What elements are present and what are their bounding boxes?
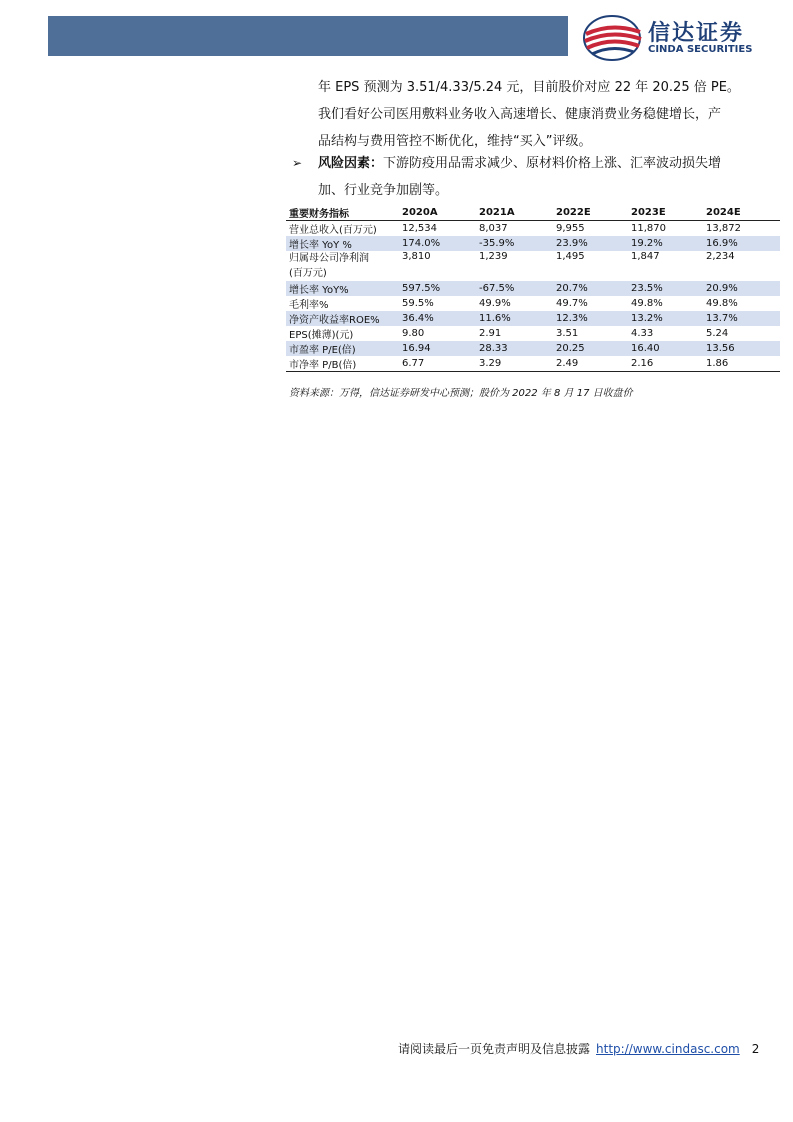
table-cell: 20.25 <box>553 341 628 356</box>
table-cell: 597.5% <box>399 281 476 296</box>
table-cell: 11,870 <box>631 223 666 234</box>
bullet-arrow-icon: ➢ <box>292 156 303 170</box>
table-cell: 2,234 <box>706 251 735 262</box>
table-cell: 13.56 <box>703 341 780 356</box>
row-label <box>286 251 399 281</box>
table-cell: 49.8% <box>706 298 738 309</box>
table-row <box>286 251 780 281</box>
table-row <box>286 341 780 356</box>
table-cell: 23.5% <box>628 281 703 296</box>
row-label <box>286 296 399 311</box>
risk-text-line-1: 下游防疫用品需求减少、原材料价格上涨、汇率波动损失增 <box>383 156 722 171</box>
cinda-logo-icon <box>582 14 644 62</box>
row-label-text: 增长率 YoY % <box>289 240 352 251</box>
footer-disclaimer: 请阅读最后一页免责声明及信息披露 <box>398 1042 591 1056</box>
table-cell: -35.9% <box>476 236 553 251</box>
risk-title: 风险因素： <box>318 156 384 171</box>
table-cell: 1,495 <box>556 251 585 262</box>
header-bar <box>48 16 568 56</box>
column-header: 2021A <box>476 204 553 221</box>
row-label-text: 毛利率% <box>289 300 329 311</box>
table-cell: 49.8% <box>631 298 663 309</box>
table-cell: 19.2% <box>628 236 703 251</box>
table-cell: 3.29 <box>476 356 553 372</box>
table-cell: 2.91 <box>479 328 502 339</box>
table-source-note: 资料来源：万得，信达证券研发中心预测；股价为 2022 年 8 月 17 日收盘价 <box>289 388 633 399</box>
column-header: 重要财务指标 <box>286 204 399 221</box>
table-cell: 16.9% <box>703 236 780 251</box>
table-cell: 59.5% <box>402 298 434 309</box>
cinda-logo <box>582 14 772 62</box>
row-label <box>286 326 399 341</box>
table-cell: 5.24 <box>706 328 729 339</box>
summary-line-1: 年 EPS 预测为 3.51/4.33/5.24 元，目前股价对应 22 年 20.25 倍 PE。 <box>318 80 740 95</box>
logo-english-name: CINDA SECURITIES <box>648 44 753 55</box>
table-cell: 1,847 <box>631 251 660 262</box>
table-cell: 16.40 <box>628 341 703 356</box>
row-label-text: 净资产收益率ROE% <box>289 315 380 326</box>
table-cell: 2.49 <box>553 356 628 372</box>
table-cell: 3.51 <box>556 328 579 339</box>
row-label-text: 市净率 P/B(倍) <box>289 360 357 371</box>
table-row <box>286 326 780 341</box>
summary-paragraph <box>318 74 758 155</box>
table-cell: 9.80 <box>402 328 425 339</box>
row-label <box>286 221 399 237</box>
table-cell: 13,872 <box>706 223 741 234</box>
row-label <box>286 341 399 356</box>
table-cell: 1.86 <box>703 356 780 372</box>
table-cell: 13.7% <box>703 311 780 326</box>
row-label <box>286 236 399 251</box>
table-body <box>286 221 780 372</box>
row-label-unit: (百万元) <box>289 268 327 279</box>
table-cell: 3,810 <box>402 251 431 262</box>
row-label-text: 增长率 YoY% <box>289 285 349 296</box>
table-row <box>286 281 780 296</box>
table-cell: 11.6% <box>476 311 553 326</box>
column-header: 2022E <box>553 204 628 221</box>
page-number: 2 <box>751 1042 760 1056</box>
table-cell: 16.94 <box>399 341 476 356</box>
table-cell: 1,239 <box>479 251 508 262</box>
financial-metrics-table <box>286 204 780 372</box>
summary-line-3: 品结构与费用管控不断优化，维持“买入”评级。 <box>318 134 592 149</box>
table-cell: 2.16 <box>628 356 703 372</box>
table-cell: -67.5% <box>476 281 553 296</box>
column-header: 2024E <box>703 204 780 221</box>
table-cell: 28.33 <box>476 341 553 356</box>
table-row <box>286 221 780 237</box>
row-label-text: 营业总收入(百万元) <box>289 225 377 236</box>
table-row <box>286 356 780 372</box>
table-header-row <box>286 204 780 221</box>
table-cell: 8,037 <box>479 223 508 234</box>
table-cell: 36.4% <box>399 311 476 326</box>
page-footer <box>398 1040 759 1057</box>
table-cell: 12.3% <box>553 311 628 326</box>
row-label-text: 归属母公司净利润 <box>289 253 369 264</box>
table-cell: 13.2% <box>628 311 703 326</box>
table-cell: 20.9% <box>703 281 780 296</box>
table-cell: 49.9% <box>479 298 511 309</box>
table-cell: 20.7% <box>553 281 628 296</box>
row-label <box>286 356 399 372</box>
table-cell: 9,955 <box>556 223 585 234</box>
row-label <box>286 281 399 296</box>
column-header: 2023E <box>628 204 703 221</box>
table-row <box>286 311 780 326</box>
table-row <box>286 236 780 251</box>
table-cell: 12,534 <box>402 223 437 234</box>
column-header: 2020A <box>399 204 476 221</box>
table-cell: 23.9% <box>553 236 628 251</box>
table-cell: 4.33 <box>631 328 654 339</box>
footer-website-link[interactable]: http://www.cindasc.com <box>596 1042 740 1056</box>
row-label-text: 市盈率 P/E(倍) <box>289 345 356 356</box>
row-label <box>286 311 399 326</box>
table-cell: 6.77 <box>399 356 476 372</box>
logo-chinese-name: 信达证券 <box>648 21 745 46</box>
table-cell: 174.0% <box>399 236 476 251</box>
table-cell: 49.7% <box>556 298 588 309</box>
table-row <box>286 296 780 311</box>
row-label-text: EPS(摊薄)(元) <box>289 330 354 341</box>
risk-text-line-2: 加、行业竞争加剧等。 <box>318 183 449 198</box>
summary-line-2: 我们看好公司医用敷料业务收入高速增长、健康消费业务稳健增长，产 <box>318 107 722 122</box>
